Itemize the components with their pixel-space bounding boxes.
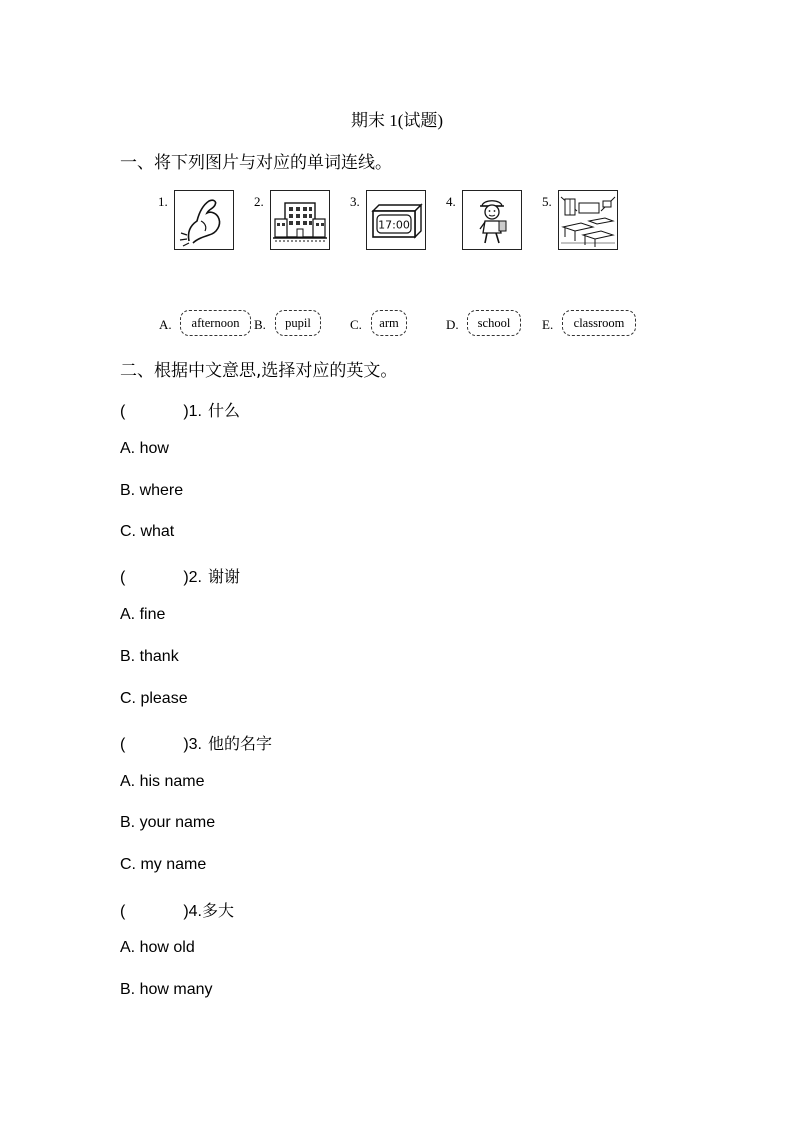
clock-time: 17:00 (378, 218, 410, 232)
answer-paren-open: ( (120, 403, 126, 420)
option: C. please (120, 690, 188, 707)
pupil-icon (462, 190, 522, 250)
picture-number: 1. (158, 194, 168, 209)
section-2-heading: 二、根据中文意思,选择对应的英文。 (120, 361, 398, 381)
question-3 (120, 731, 272, 754)
option: A. how old (120, 939, 195, 956)
option: A. fine (120, 606, 166, 623)
picture-number: 2. (254, 194, 264, 209)
question-number: )1. (183, 403, 202, 420)
option: B. where (120, 482, 184, 499)
word-box: arm (371, 310, 407, 336)
answer-paren-open: ( (120, 736, 126, 753)
answer-paren-open: ( (120, 903, 126, 920)
option: B. your name (120, 814, 216, 831)
picture-number: 4. (446, 194, 456, 209)
classroom-icon (558, 190, 618, 250)
word-box: pupil (275, 310, 321, 336)
option: A. how (120, 440, 169, 457)
word-letter: C. (350, 317, 362, 332)
page-title: 期末 1(试题) (350, 111, 444, 130)
question-number: )4. (183, 903, 202, 920)
option: B. thank (120, 648, 179, 665)
option: A. his name (120, 773, 205, 790)
clock-icon (366, 190, 426, 250)
word-letter: D. (446, 317, 459, 332)
picture-number: 3. (350, 194, 360, 209)
question-4 (120, 898, 234, 921)
question-number: )3. (183, 736, 202, 753)
option: B. how many (120, 981, 213, 998)
word-row (0, 310, 794, 340)
question-chinese: 什么 (208, 401, 241, 420)
section-1-heading: 一、将下列图片与对应的单词连线。 (120, 153, 392, 173)
option: C. what (120, 523, 175, 540)
question-number: )2. (183, 569, 202, 586)
arm-icon (174, 190, 234, 250)
question-chinese: 谢谢 (208, 567, 241, 586)
word-box: afternoon (180, 310, 251, 336)
answer-paren-open: ( (120, 569, 126, 586)
question-chinese: 他的名字 (208, 734, 273, 753)
question-chinese: 多大 (202, 901, 235, 920)
word-letter: B. (254, 317, 266, 332)
question-1 (120, 398, 240, 421)
word-letter: E. (542, 317, 554, 332)
word-box: classroom (562, 310, 636, 336)
picture-row (0, 190, 794, 252)
word-letter: A. (159, 317, 172, 332)
picture-number: 5. (542, 194, 552, 209)
school-building-icon (270, 190, 330, 250)
word-box: school (467, 310, 521, 336)
option: C. my name (120, 856, 207, 873)
question-2 (120, 564, 240, 587)
